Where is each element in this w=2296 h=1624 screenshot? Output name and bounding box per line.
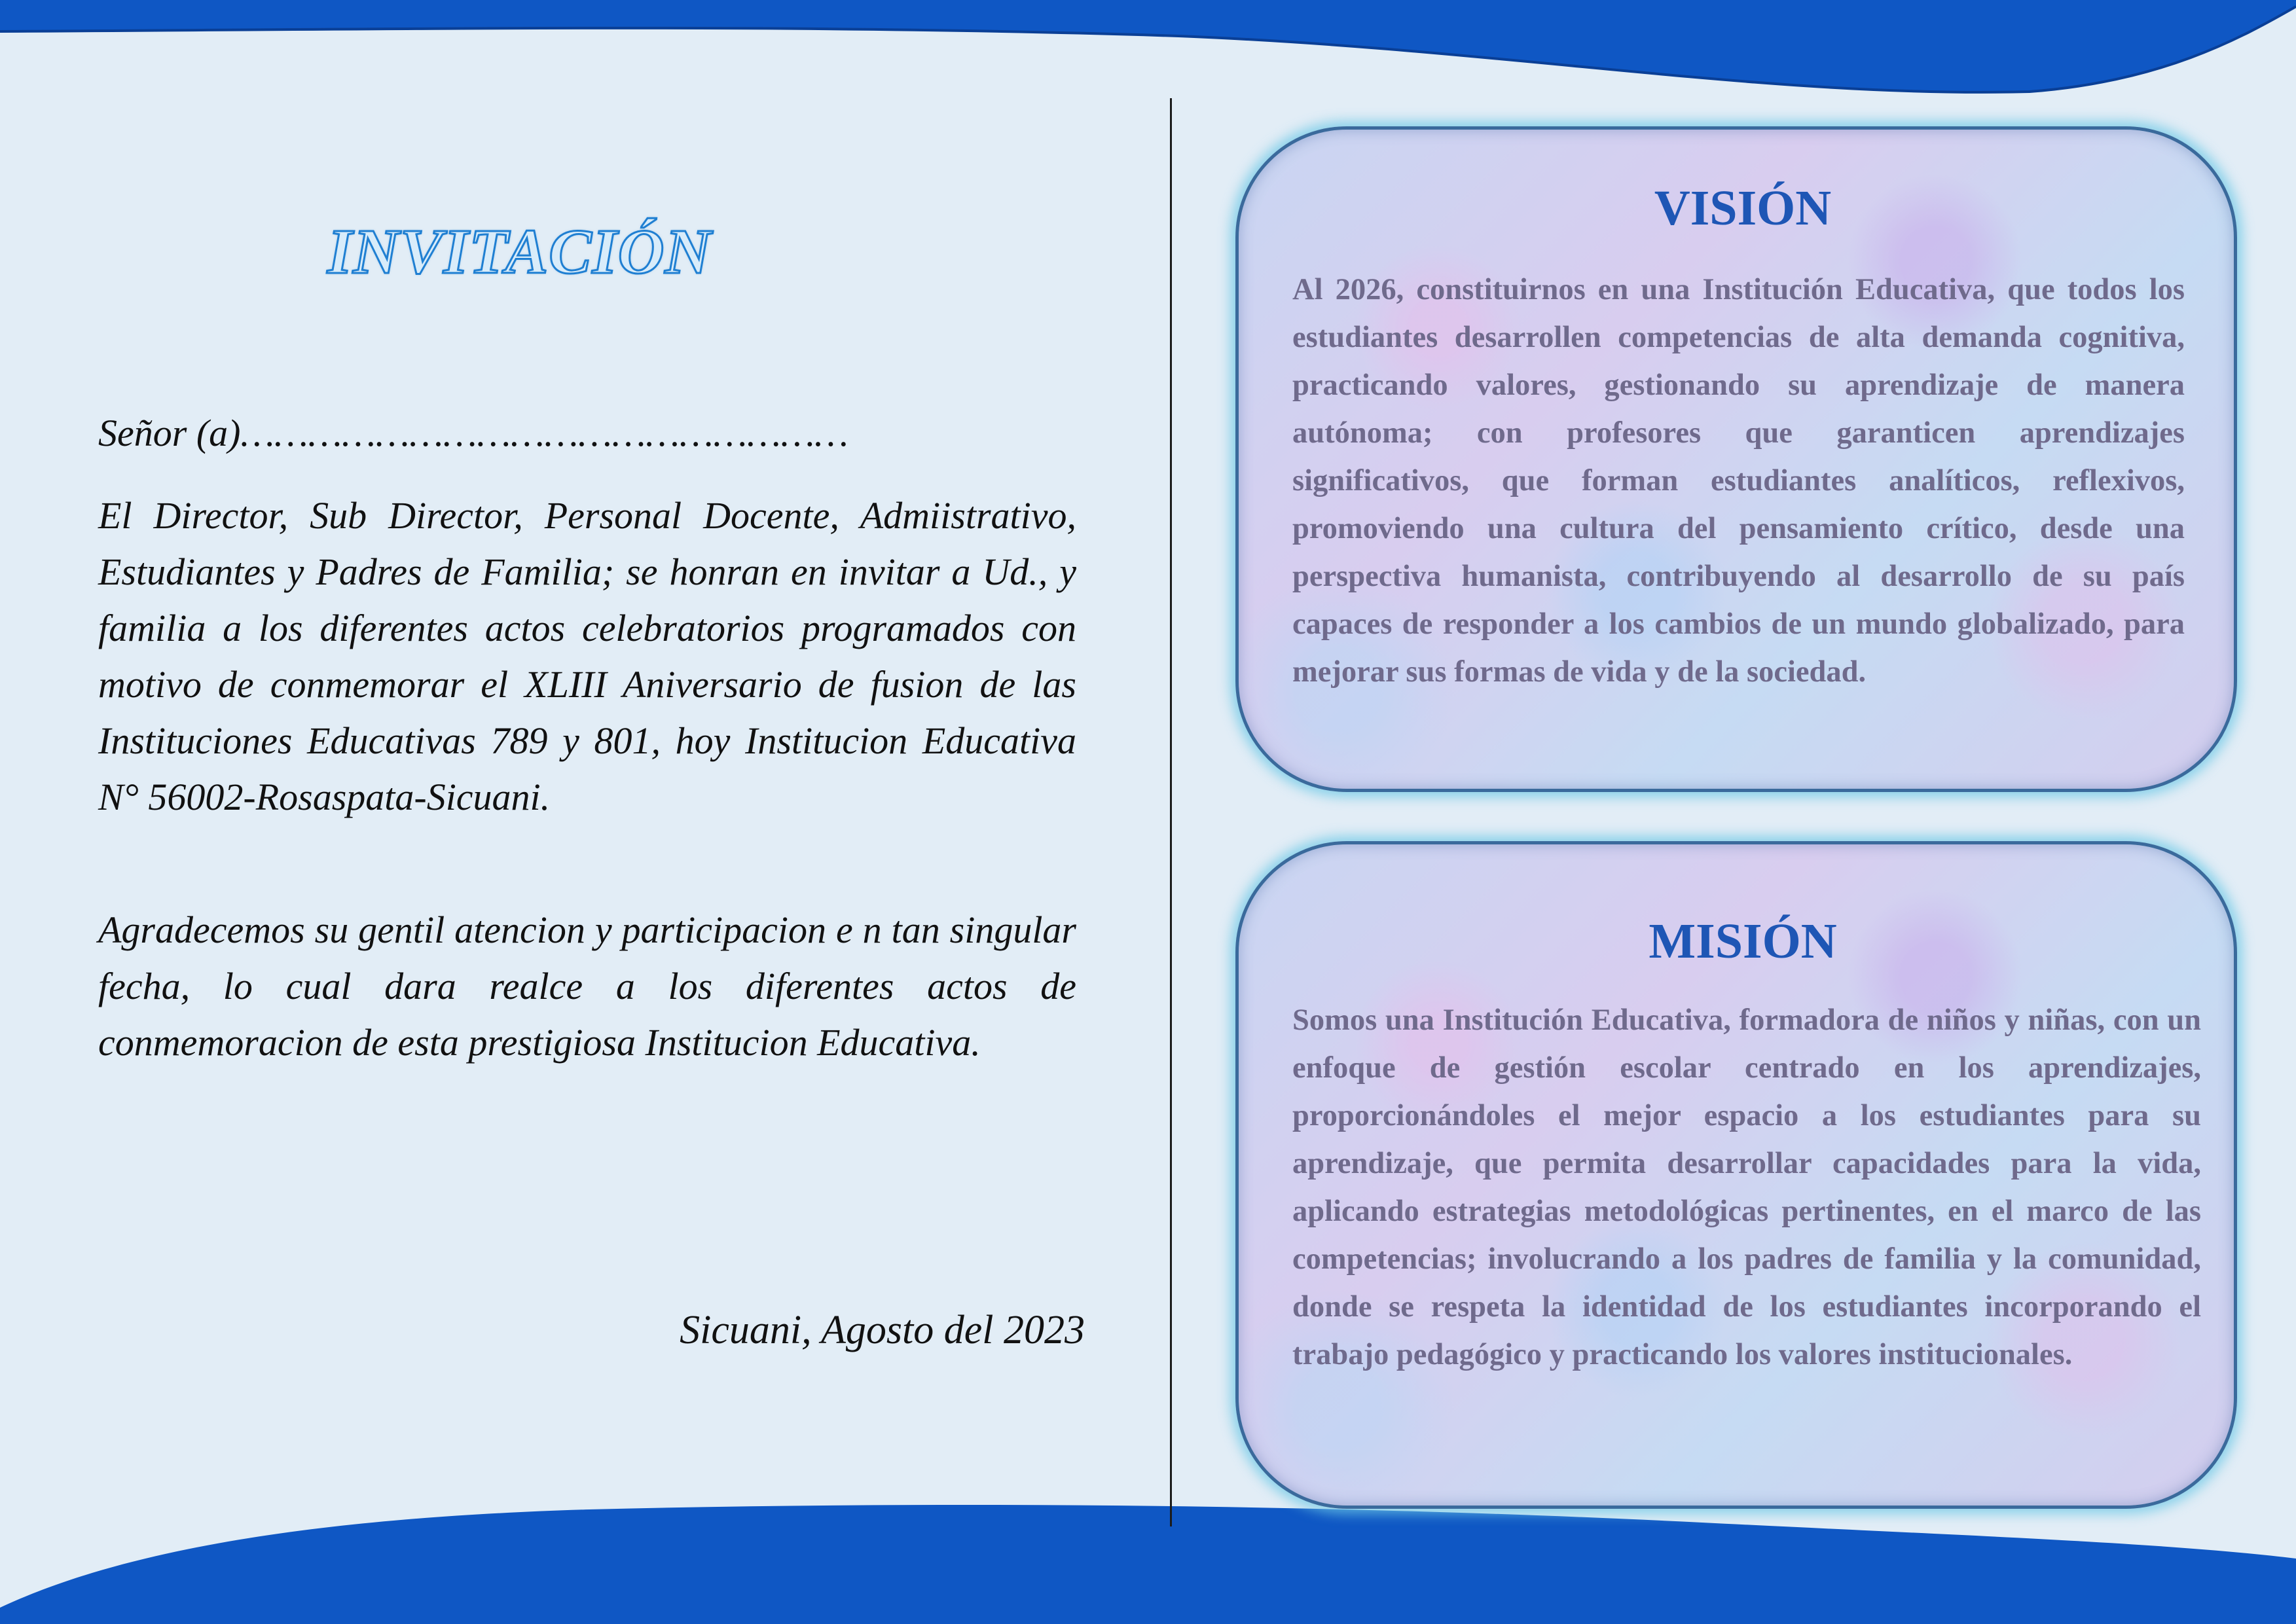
vision-text: Al 2026, constituirnos en una Institución Educativa, que todos los estudiantes desarrollen competencias de alta demanda cognitiva, practicando valores, gestionando su aprendizaje de manera autónoma; con profesores que garanticen aprendizajes significativos, que forman estudiantes analíticos, reflexivos, promoviendo una cultura del pensamiento crítico, desde una perspectiva humanista, contribuyendo al desarrollo de su país capaces de responder a los cambios de un mundo globalizado, para mejorar sus formas de vida y de la sociedad. xyxy=(1292,273,2185,689)
fold-divider-line xyxy=(1170,98,1172,1526)
vision-card xyxy=(1235,126,2237,792)
mision-card xyxy=(1235,841,2237,1509)
invitation-paragraph-1: El Director, Sub Director, Personal Docente, Admiistrativo, Estudiantes y Padres de Familia; se honran en invitar a Ud., y familia a los diferentes actos celebratorios programados con motivo de conmemorar el XLIII Aniversario de fusion de las Instituciones Educativas 789 y 801, hoy Institucion Educativa N° 56002-Rosaspata-Sicuani. xyxy=(98,494,1076,818)
top-wave-decoration xyxy=(0,0,2296,105)
greeting-line: Señor (a)……………………………………………… xyxy=(98,412,848,454)
invitation-paragraph-2: Agradecemos su gentil atencion y participacion e n tan singular fecha, lo cual dara realce a los diferentes actos de conmemoracion de esta prestigiosa Institucion Educativa. xyxy=(98,909,1076,1064)
mision-text: Somos una Institución Educativa, formadora de niños y niñas, con un enfoque de gestión escolar centrado en los aprendizajes, proporcionándoles el mejor espacio a los estudiantes para su aprendizaje, que permita desarrollar capacidades para la vida, aplicando estrategias metodológicas pertinentes, en el marco de las competencias; involucrando a los padres de familia y la comunidad, donde se respeta la identidad de los estudiantes incorporando el trabajo pedagógico y practicando los valores institucionales. xyxy=(1292,1003,2201,1371)
vision-title: VISIÓN xyxy=(1654,181,1832,236)
invitation-date: Sicuani, Agosto del 2023 xyxy=(680,1308,1085,1352)
invitation-title: INVITACIÓN xyxy=(327,217,712,287)
mision-title: MISIÓN xyxy=(1649,914,1837,969)
